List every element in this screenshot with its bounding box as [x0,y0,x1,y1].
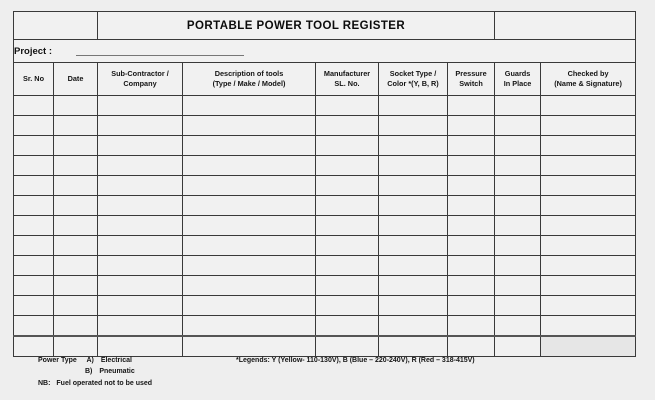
table-header-row [14,63,636,96]
table-cell[interactable] [14,216,54,236]
table-cell[interactable] [183,176,316,196]
table-cell[interactable] [54,296,98,316]
column-header-line2: Switch [459,79,483,88]
table-cell[interactable] [54,176,98,196]
column-header-line1: Pressure [455,68,487,78]
table-row [14,236,636,256]
table-cell[interactable] [379,276,448,296]
column-header-date [54,63,98,96]
table-cell[interactable] [541,156,636,176]
table-cell[interactable] [541,96,636,116]
table-cell[interactable] [379,156,448,176]
table-cell[interactable] [183,116,316,136]
table-cell[interactable] [448,336,495,357]
project-row [14,40,636,63]
table-cell[interactable] [98,236,183,256]
table-cell[interactable] [495,196,541,216]
column-header-line1: Description of tools [214,68,284,78]
table-cell[interactable] [316,196,379,216]
nb-value: Fuel operated not to be used [56,379,153,387]
table-cell[interactable] [541,176,636,196]
column-header-sub-contractor [98,63,183,96]
table-cell[interactable] [448,116,495,136]
table-cell[interactable] [98,296,183,316]
table-cell[interactable] [495,156,541,176]
table-cell[interactable] [448,276,495,296]
table-cell[interactable] [98,336,183,357]
table-cell[interactable] [14,336,54,357]
column-header-line2: (Name & Signature) [554,79,622,88]
nb-key: NB: [38,379,51,387]
project-label: Project : [14,45,53,57]
table-row [14,276,636,296]
power-type-a-value: Electrical [100,357,132,364]
table-row [14,136,636,156]
table-cell[interactable] [448,216,495,236]
column-header-line1: Sr. No [22,73,45,83]
table-row [14,296,636,316]
title-row [14,12,636,40]
table-cell[interactable] [495,276,541,296]
power-type-line-b [38,367,152,378]
table-row [14,116,636,136]
table-cell[interactable] [54,116,98,136]
table-cell[interactable] [183,276,316,296]
table-cell[interactable] [14,176,54,196]
table-cell[interactable] [448,236,495,256]
table-cell[interactable] [98,276,183,296]
table-cell[interactable] [54,156,98,176]
table-cell[interactable] [379,256,448,276]
table-cell[interactable] [316,136,379,156]
table-cell[interactable] [54,256,98,276]
column-header-pressure-switch [448,63,495,96]
power-type-line-a [38,356,152,367]
project-input[interactable] [76,55,244,56]
table-cell[interactable] [379,216,448,236]
table-cell[interactable] [98,116,183,136]
table-cell[interactable] [541,316,636,337]
table-cell[interactable] [54,336,98,357]
title-left-cell [14,12,98,40]
table-row [14,176,636,196]
table-cell[interactable] [448,136,495,156]
table-cell[interactable] [495,296,541,316]
table-row [14,196,636,216]
column-header-line2: In Place [503,79,532,88]
table-cell[interactable] [54,96,98,116]
table-row [14,316,636,337]
table-cell[interactable] [541,336,636,357]
table-cell[interactable] [379,296,448,316]
table-cell[interactable] [495,256,541,276]
document-title: PORTABLE POWER TOOL REGISTER [98,12,495,40]
table-cell[interactable] [14,196,54,216]
table-cell[interactable] [98,156,183,176]
column-header-line1: Socket Type / [389,68,437,78]
table-cell[interactable] [98,216,183,236]
table-cell[interactable] [14,256,54,276]
table-cell[interactable] [98,316,183,337]
table-cell[interactable] [316,256,379,276]
legends-note: *Legends: Y (Yellow- 110-130V), B (Blue – 220-240V), R (Red – 318-415V) [236,357,475,364]
table-cell[interactable] [316,116,379,136]
power-type-label: Power Type [38,357,77,364]
table-row [14,156,636,176]
table-cell[interactable] [495,216,541,236]
column-header-socket-type-color [379,63,448,96]
table-cell[interactable] [98,256,183,276]
table-cell[interactable] [316,236,379,256]
table-cell[interactable] [379,336,448,357]
project-cell [14,40,636,63]
column-header-line2: (Type / Make / Model) [212,79,286,88]
footer-notes [0,356,655,396]
column-header-line2: Color *(Y, B, R) [387,79,439,88]
column-header-line2: SL. No. [334,79,360,88]
table-cell[interactable] [14,316,54,337]
table-cell[interactable] [183,156,316,176]
table-cell[interactable] [54,196,98,216]
table-cell[interactable] [541,136,636,156]
table-cell[interactable] [379,96,448,116]
table-cell[interactable] [448,296,495,316]
column-header-description-of-tools [183,63,316,96]
table-cell[interactable] [379,116,448,136]
table-cell[interactable] [98,176,183,196]
column-header-guards-in-place [495,63,541,96]
table-cell[interactable] [316,336,379,357]
table-cell[interactable] [54,276,98,296]
table-cell[interactable] [98,136,183,156]
table-cell[interactable] [448,196,495,216]
table-cell[interactable] [541,216,636,236]
column-header-line1: Sub-Contractor / [111,68,169,78]
power-type-note [38,356,152,390]
table-cell[interactable] [14,296,54,316]
table-cell[interactable] [448,156,495,176]
table-cell[interactable] [183,336,316,357]
table-cell[interactable] [316,296,379,316]
table-cell[interactable] [495,316,541,337]
column-header-line1: Date [67,73,84,83]
table-cell[interactable] [54,136,98,156]
table-cell[interactable] [316,96,379,116]
table-cell[interactable] [541,196,636,216]
table-cell[interactable] [448,256,495,276]
table-cell[interactable] [14,236,54,256]
table-row [14,336,636,357]
table-cell[interactable] [14,136,54,156]
table-cell[interactable] [183,96,316,116]
table-cell[interactable] [541,296,636,316]
table-cell[interactable] [183,236,316,256]
table-cell[interactable] [183,196,316,216]
title-right-cell [495,12,636,40]
table-cell[interactable] [183,316,316,337]
table-cell[interactable] [54,216,98,236]
table-cell[interactable] [495,116,541,136]
table-cell[interactable] [54,316,98,337]
table-cell[interactable] [98,196,183,216]
table-cell[interactable] [316,176,379,196]
table-cell[interactable] [541,116,636,136]
table-row [14,256,636,276]
table-cell[interactable] [14,96,54,116]
power-type-b-key: B) [85,367,93,375]
table-cell[interactable] [541,236,636,256]
table-cell[interactable] [448,176,495,196]
table-cell[interactable] [14,156,54,176]
table-row [14,96,636,116]
column-header-line1: Checked by [567,68,609,78]
register-table [13,11,636,357]
table-cell[interactable] [541,256,636,276]
table-row [14,216,636,236]
table-cell[interactable] [14,116,54,136]
table-cell[interactable] [495,176,541,196]
column-header-line1: Manufacturer [323,68,371,78]
table-cell[interactable] [495,336,541,357]
table-cell[interactable] [54,236,98,256]
table-cell[interactable] [379,176,448,196]
table-cell[interactable] [495,136,541,156]
power-type-b-value: Pneumatic [99,367,135,375]
table-cell[interactable] [183,136,316,156]
table-cell[interactable] [495,236,541,256]
table-cell[interactable] [379,196,448,216]
column-header-line2: Company [123,79,157,88]
table-cell[interactable] [183,216,316,236]
table-cell[interactable] [183,256,316,276]
table-cell[interactable] [316,276,379,296]
table-cell[interactable] [14,276,54,296]
column-header-line1: Guards [504,68,531,78]
table-cell[interactable] [448,96,495,116]
table-cell[interactable] [495,96,541,116]
column-header-sr-no [14,63,54,96]
table-cell[interactable] [448,316,495,337]
table-cell[interactable] [98,96,183,116]
column-header-manufacturer-sl-no [316,63,379,96]
nb-note-line [38,379,152,390]
table-cell[interactable] [541,276,636,296]
table-cell[interactable] [316,216,379,236]
table-cell[interactable] [379,236,448,256]
table-cell[interactable] [316,316,379,337]
table-cell[interactable] [183,296,316,316]
table-cell[interactable] [379,136,448,156]
table-cell[interactable] [316,156,379,176]
power-type-a-key: A) [86,357,94,364]
column-header-checked-by [541,63,636,96]
table-cell[interactable] [379,316,448,337]
